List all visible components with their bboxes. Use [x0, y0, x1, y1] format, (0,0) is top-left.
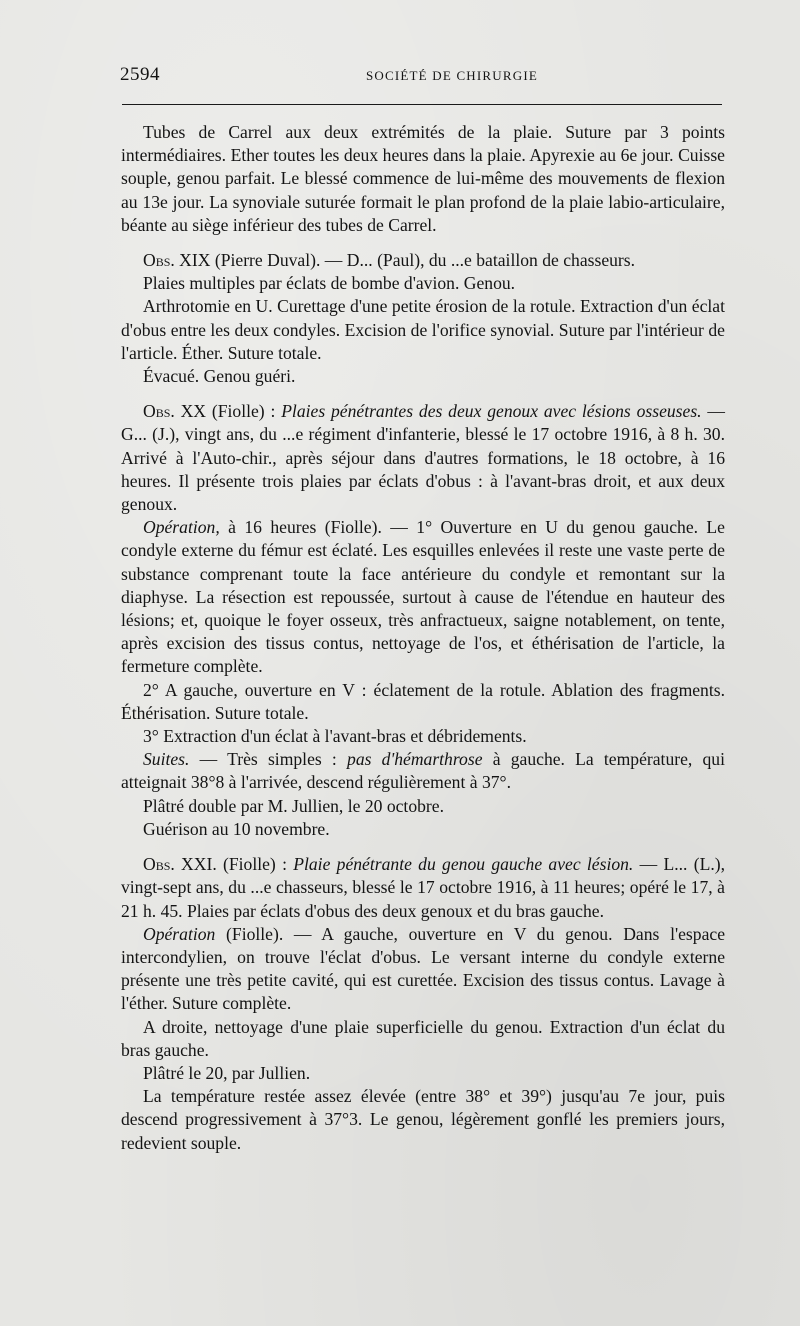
observation-heading [121, 400, 725, 516]
paragraph: Tubes de Carrel aux deux extrémités de la plaie. Suture par 3 points intermédiaires. Ether toutes les deux heures dans la plaie. Apyrexie au 6e jour. Cuisse souple, genou parfait. Le blessé commence de lui-même des mouvements de flexion au 13e jour. La synoviale suturée formait le plan profond de la plaie labio-articulaire, béante au siège inférieur des tubes de Carrel. [121, 122, 725, 235]
paragraph: La température restée assez élevée (entre 38° et 39°) jusqu'au 7e jour, puis descend progressivement à 37°3. Le genou, légèrement gonflé les premiers jours, redevient souple. [121, 1086, 725, 1153]
paragraph [121, 923, 725, 1016]
paragraph [121, 748, 725, 794]
section-text: à gauche. La température, qui atteignait 38°8 à l'arrivée, descend régulièrement à 37°. [121, 749, 725, 793]
page-header [120, 64, 724, 90]
observation-author: (Fiolle) : [223, 854, 287, 875]
section-text: à 16 heures (Fiolle). — 1° Ouverture en U du genou gauche. Le condyle externe du fémur est éclaté. Les esquilles enlevées il reste une vaste perte de substance comprenant toute la face antérieure du condyle et remontant sur la diaphyse. La résection est repoussée, surtout à cause de l'étendue en hauteur des lésions; et, quoique le foyer osseux, très anfractueux, saigne notablement, on tente, après excision des tissus contus, nettoyage de l'os, et éthérisation de l'article, la fermeture complète. [121, 517, 725, 677]
paragraph: Plâtré double par M. Jullien, le 20 octobre. [143, 795, 444, 816]
running-title: SOCIÉTÉ DE CHIRURGIE [365, 68, 539, 83]
paragraph [121, 516, 725, 678]
observation-label: Obs. XIX [143, 250, 211, 271]
section-emphasis: pas d'hémarthrose [347, 749, 483, 770]
section-label: Opération [143, 923, 216, 944]
observation-title: Plaies pénétrantes des deux genoux avec lésions osseuses. [281, 401, 702, 422]
paragraph: A droite, nettoyage d'une plaie superficielle du genou. Extraction d'un éclat du bras gauche. [121, 1016, 725, 1060]
observation-text: (Pierre Duval). — D... (Paul), du ...e bataillon de chasseurs. [214, 250, 636, 271]
paragraph: Plâtré le 20, par Jullien. [143, 1062, 311, 1083]
observation-author: (Fiolle) : [211, 401, 276, 422]
paragraph: Plaies multiples par éclats de bombe d'avion. Genou. [143, 273, 516, 294]
observation-label: Obs. XXI. [143, 854, 217, 875]
section-label: Opération, [143, 517, 220, 538]
body-text [121, 121, 725, 1155]
paragraph: Guérison au 10 novembre. [143, 818, 330, 839]
observation-title: Plaie pénétrante du genou gauche avec lésion. [293, 854, 634, 875]
paragraph: 3° Extraction d'un éclat à l'avant-bras et débridements. [143, 726, 527, 747]
paragraph: 2° A gauche, ouverture en V : éclatement de la rotule. Ablation des fragments. Éthérisation. Suture totale. [121, 679, 725, 723]
observation-label: Obs. XX [143, 401, 207, 422]
observation-text: — L... (L.), vingt-sept ans, du ...e chasseurs, blessé le 17 octobre 1916, à 11 heures; opéré le 17, à 21 h. 45. Plaies par éclats d'obus des deux genoux et du bras gauche. [121, 854, 725, 921]
observation-text: — G... (J.), vingt ans, du ...e régiment d'infanterie, blessé le 17 octobre 1916, à 8 h. 30. Arrivé à l'Auto-chir., après séjour dans d'autres formations, le 18 octobre, à 16 heures. Il présente trois plaies par éclats d'obus : à l'avant-bras droit, et aux deux genoux. [121, 401, 726, 515]
paragraph: Arthrotomie en U. Curettage d'une petite érosion de la rotule. Extraction d'un éclat d'obus entre les deux condyles. Excision de l'orifice synovial. Suture par l'intérieur de l'article. Éther. Suture totale. [121, 296, 725, 363]
observation-heading [121, 853, 725, 923]
page-number: 2594 [120, 64, 160, 85]
section-text: — Très simples : [199, 749, 337, 770]
header-rule [122, 104, 722, 105]
section-label: Suites. [143, 749, 190, 770]
observation-heading [121, 249, 725, 272]
paragraph: Évacué. Genou guéri. [143, 366, 296, 387]
section-text: (Fiolle). — A gauche, ouverture en V du genou. Dans l'espace intercondylien, on trouve l'éclat d'obus. Le versant interne du condyle externe présente une très petite cavité, qui est curettée. Excision des tissus contus. Lavage à l'éther. Suture complète. [121, 923, 726, 1014]
